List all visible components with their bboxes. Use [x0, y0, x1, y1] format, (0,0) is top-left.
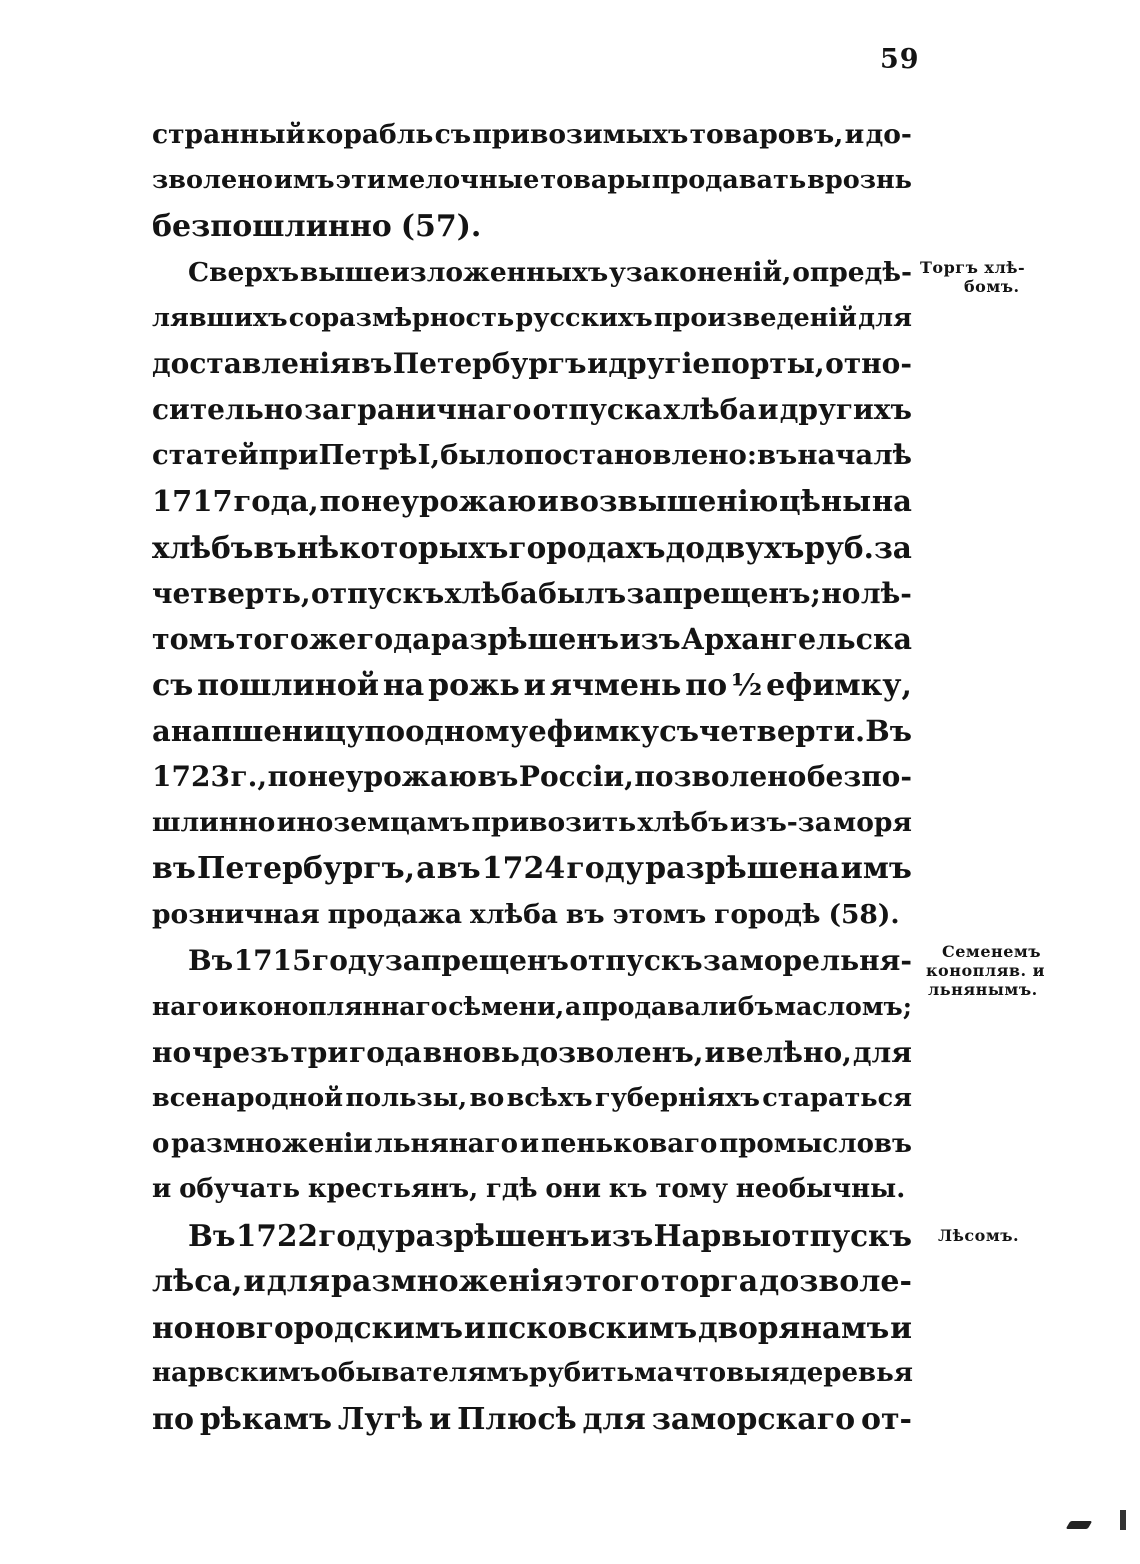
text-line — [152, 663, 912, 709]
word: обучать — [179, 1174, 301, 1205]
word: въ — [436, 851, 481, 887]
word: странный — [152, 119, 306, 150]
word: Плюсѣ — [457, 1401, 577, 1437]
word: нѣкоторыхъ — [296, 530, 509, 566]
word: для — [858, 302, 912, 333]
word: того — [235, 621, 309, 656]
word: этого — [564, 1264, 660, 1300]
word: за — [703, 944, 740, 978]
word: позволено — [634, 760, 807, 794]
word: масломъ; — [774, 991, 912, 1021]
word: мелочные — [386, 164, 540, 195]
word: Россiи, — [518, 760, 634, 794]
word: же — [309, 621, 357, 656]
word: по — [267, 760, 307, 794]
word: на — [382, 667, 425, 703]
word: рѣкамъ — [199, 1401, 333, 1437]
word: а — [416, 851, 436, 887]
margin-note-line: Лѣсомъ. — [938, 1226, 1020, 1245]
word: при — [258, 439, 319, 472]
text-line — [152, 571, 912, 617]
text-line — [152, 1351, 912, 1397]
word: ефимку — [528, 713, 660, 748]
word: къ — [608, 1174, 648, 1205]
ink-speck — [1066, 1521, 1093, 1529]
word: три — [290, 1035, 349, 1069]
body-text — [152, 112, 912, 1443]
word: безпо- — [806, 760, 912, 794]
word: Нарвы — [653, 1218, 772, 1254]
word: и — [704, 1035, 726, 1069]
word: отпуска — [532, 393, 663, 427]
word: 1723 — [152, 760, 230, 794]
word: лявшихъ — [152, 302, 288, 333]
word: от- — [860, 1401, 912, 1437]
word: опредѣ- — [792, 256, 912, 288]
word: было — [440, 439, 524, 472]
word: и — [757, 393, 779, 427]
text-line — [152, 112, 912, 158]
text-line — [152, 1167, 912, 1213]
margin-note-grain-trade — [918, 258, 1068, 296]
text-line — [152, 754, 912, 800]
word: рубить — [528, 1358, 635, 1389]
word: Петербургъ, — [196, 851, 416, 887]
word: по — [685, 667, 728, 703]
word: пшеницу — [210, 713, 365, 748]
word: во — [469, 1082, 505, 1113]
word: чрезъ — [192, 1035, 290, 1069]
word: хлѣба — [469, 899, 558, 931]
word: четверти. — [699, 713, 866, 748]
text-line — [152, 709, 912, 755]
word: мачтовыя — [634, 1358, 790, 1389]
word: и — [152, 1174, 172, 1205]
word: началѣ — [797, 439, 912, 472]
text-line — [152, 1076, 912, 1122]
text-line — [152, 938, 912, 984]
word: года — [356, 621, 431, 656]
word: заморскаго — [651, 1401, 856, 1437]
word: пользы, — [345, 1082, 468, 1113]
word: запрещенъ; — [626, 576, 821, 610]
text-line — [152, 1122, 912, 1168]
word: Сверхъ — [188, 256, 300, 288]
word: но — [821, 576, 861, 610]
word: съ — [152, 667, 194, 703]
word: въ — [565, 899, 605, 931]
word: врознь — [807, 164, 912, 195]
text-line — [152, 1397, 912, 1443]
word: для — [852, 1035, 912, 1069]
word: хлѣба — [663, 393, 757, 427]
word: на — [170, 713, 211, 748]
word: томъ — [152, 621, 236, 656]
word: шлинно — [152, 807, 276, 839]
word: безпошлинно — [152, 208, 392, 244]
word: зволено — [152, 164, 273, 195]
word: нарвскимъ — [152, 1358, 321, 1389]
word: разрѣшена — [645, 851, 840, 887]
word: промысловъ — [719, 1128, 912, 1159]
word: въ — [253, 530, 297, 566]
word: а — [564, 991, 582, 1021]
word: моря — [833, 807, 912, 839]
word: для — [266, 1264, 331, 1300]
text-line — [152, 387, 912, 433]
word: отно- — [825, 347, 912, 381]
word: статей — [152, 439, 259, 472]
word: разрѣшенъ — [394, 1218, 590, 1254]
word: Петербургъ — [392, 347, 587, 381]
word: тому — [655, 1174, 728, 1205]
word: и — [587, 347, 608, 381]
word: розничная — [152, 899, 320, 931]
word: до- — [865, 119, 912, 150]
word: и — [463, 1310, 486, 1346]
word: отпускъ — [311, 576, 445, 610]
word: и — [519, 1128, 540, 1159]
word: руб. — [804, 530, 874, 566]
word: для — [582, 1401, 646, 1437]
word: постановлено: — [523, 439, 757, 472]
word: дозволенъ, — [520, 1035, 704, 1069]
text-line — [152, 525, 912, 571]
word: 1717 — [152, 484, 233, 519]
word: отпускъ — [569, 944, 703, 978]
word: гдѣ — [485, 1174, 538, 1205]
word: по — [364, 713, 406, 748]
text-line — [152, 1213, 912, 1259]
word: размноженiи — [171, 1128, 373, 1159]
word: льня- — [820, 944, 912, 978]
word: одному — [405, 713, 529, 748]
word: до — [665, 530, 705, 566]
word: четверть, — [152, 576, 311, 610]
word: (57). — [400, 208, 482, 244]
word: пеньковаго — [540, 1128, 718, 1159]
word: 1724 — [481, 851, 566, 887]
word: возвышенiю — [559, 484, 779, 519]
word: по — [319, 484, 361, 519]
text-line — [152, 984, 912, 1030]
word: съ — [659, 713, 699, 748]
word: велѣно, — [726, 1035, 852, 1069]
word: всенародной — [152, 1082, 344, 1113]
word: дозволе- — [759, 1264, 912, 1300]
word: на — [871, 484, 912, 519]
text-line — [152, 341, 912, 387]
margin-note-line: конопляв. и — [926, 961, 1046, 980]
word: былъ — [538, 576, 627, 610]
word: ячмень — [549, 667, 682, 703]
word: и — [844, 119, 865, 150]
word: г., — [230, 760, 268, 794]
word: Лугѣ — [337, 1401, 424, 1437]
word: продажа — [327, 899, 463, 931]
word: псковскимъ — [486, 1310, 698, 1346]
word: они — [545, 1174, 601, 1205]
word: и — [243, 1264, 266, 1300]
word: этомъ — [612, 899, 707, 931]
word: запрещенъ — [384, 944, 569, 978]
word: и — [537, 484, 559, 519]
text-line — [152, 158, 912, 204]
word: бъ — [737, 991, 774, 1021]
word: лѣса, — [152, 1264, 243, 1300]
word: съ — [434, 119, 472, 150]
word: рожь — [428, 667, 520, 703]
word: торга — [660, 1264, 759, 1300]
word: имъ — [273, 164, 335, 195]
word: и — [219, 991, 238, 1021]
margin-note-line: льнянымъ. — [928, 980, 1038, 999]
text-line — [152, 1305, 912, 1351]
margin-note-line: Торгъ хлѣ- — [920, 258, 1026, 277]
word: о — [152, 1128, 170, 1159]
word: (58). — [828, 899, 900, 931]
word: хлѣбъ — [637, 807, 729, 839]
word: вышеизложенныхъ — [299, 256, 609, 288]
word: пошлиной — [197, 667, 379, 703]
word: море — [739, 944, 820, 978]
margin-note-line: Семенемъ — [942, 942, 1042, 961]
word: другiе — [608, 347, 711, 381]
word: въ — [152, 851, 196, 887]
word: эти — [335, 164, 386, 195]
text-line — [152, 479, 912, 525]
word: 1722 — [235, 1218, 319, 1254]
word: хлѣбъ — [152, 530, 254, 566]
word: хлѣба — [444, 576, 538, 610]
word: имъ — [840, 851, 912, 887]
word: сительно — [152, 393, 303, 427]
word: изъ — [619, 621, 681, 656]
word: года, — [233, 484, 319, 519]
word: необычны. — [735, 1174, 906, 1205]
word: и — [890, 1310, 912, 1346]
word: русскихъ — [515, 302, 653, 333]
word: городѣ — [714, 899, 821, 931]
word: товары — [540, 164, 651, 195]
word: губернiяхъ — [594, 1082, 760, 1113]
word: городахъ — [508, 530, 666, 566]
text-line — [152, 1259, 912, 1305]
word: въ — [757, 439, 798, 472]
word: Въ — [188, 944, 234, 978]
margin-note-line: бомъ. — [964, 277, 1020, 296]
word: доставленiя — [152, 347, 351, 381]
word: стараться — [762, 1082, 912, 1113]
word: лѣ- — [860, 576, 912, 610]
word: наго — [152, 991, 219, 1021]
word: цѣны — [779, 484, 872, 519]
word: соразмѣрность — [288, 302, 515, 333]
word: I, — [417, 439, 441, 472]
word: дворянамъ — [698, 1310, 890, 1346]
word: но — [152, 1310, 194, 1346]
word: и — [428, 1401, 452, 1437]
word: размноженiя — [331, 1264, 564, 1300]
word: разрѣшенъ — [431, 621, 620, 656]
word: привозить — [471, 807, 637, 839]
text-line — [152, 204, 912, 250]
word: 1715 — [233, 944, 312, 978]
word: крестьянъ, — [307, 1174, 479, 1205]
word: по — [152, 1401, 194, 1437]
word: деревья — [789, 1358, 913, 1389]
word: вновь — [422, 1035, 520, 1069]
word: конопляннаго — [238, 991, 448, 1021]
word: и — [523, 667, 546, 703]
word: неурожаю — [360, 484, 537, 519]
word: а — [152, 713, 171, 748]
word: за — [873, 530, 912, 566]
text-line — [152, 250, 912, 296]
word: но — [152, 1035, 192, 1069]
text-line — [152, 892, 912, 938]
word: года — [349, 1035, 422, 1069]
word: порты, — [710, 347, 825, 381]
word: товаровъ, — [689, 119, 844, 150]
word: продавать — [651, 164, 807, 195]
text-line — [152, 800, 912, 846]
text-line — [152, 433, 912, 479]
word: ½ — [731, 667, 763, 703]
word: иноземцамъ — [276, 807, 471, 839]
ink-speck — [1120, 1510, 1126, 1530]
margin-note-timber-trade — [918, 1226, 1068, 1245]
word: двухъ — [705, 530, 805, 566]
word: году — [312, 944, 385, 978]
word: сѣмени, — [448, 991, 565, 1021]
word: Петрѣ — [318, 439, 418, 472]
word: году — [566, 851, 644, 887]
word: Въ — [865, 713, 912, 748]
text-line — [152, 617, 912, 663]
word: Въ — [188, 1218, 236, 1254]
word: Архангельска — [681, 621, 912, 656]
word: привозимыхъ — [472, 119, 689, 150]
word: узаконенiй, — [608, 256, 792, 288]
word: ефимку, — [766, 667, 912, 703]
word: новгородскимъ — [194, 1310, 464, 1346]
word: продавали — [581, 991, 737, 1021]
margin-note-seed-trade — [918, 942, 1068, 999]
word: обывателямъ — [320, 1358, 529, 1389]
word: произведенiй — [653, 302, 857, 333]
word: въ — [351, 347, 393, 381]
word: другихъ — [779, 393, 912, 427]
text-line — [152, 846, 912, 892]
text-line — [152, 1030, 912, 1076]
word: неурожаю — [307, 760, 477, 794]
word: всѣхъ — [506, 1082, 593, 1113]
word: корабль — [306, 119, 434, 150]
word: заграничнаго — [304, 393, 532, 427]
word: отпускъ — [771, 1218, 912, 1254]
page-number: 59 — [880, 44, 920, 75]
word: году — [318, 1218, 395, 1254]
word: изъ — [589, 1218, 654, 1254]
text-line — [152, 296, 912, 342]
word: льнянаго — [374, 1128, 518, 1159]
word: изъ-за — [729, 807, 832, 839]
word: въ — [477, 760, 519, 794]
